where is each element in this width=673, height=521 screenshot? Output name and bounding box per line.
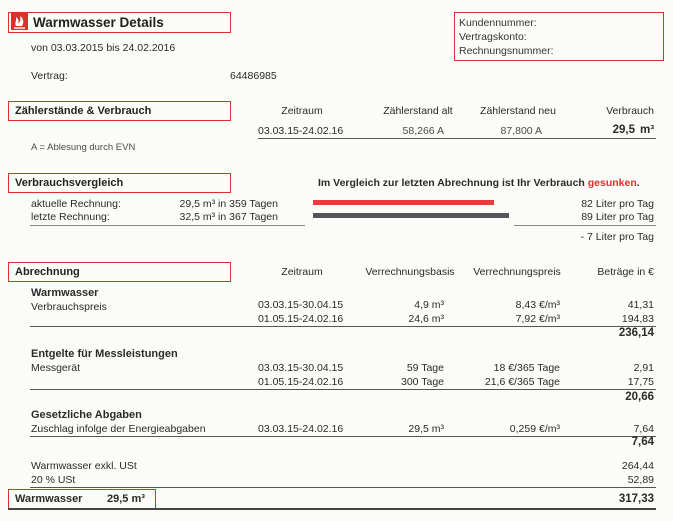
total-value: 317,33	[618, 493, 654, 505]
meter-col-new: Zählerstand neu	[480, 105, 556, 117]
contract-label: Vertrag:	[31, 70, 68, 82]
billing-col-price: Verrechnungspreis	[473, 266, 561, 278]
page-title: Warmwasser Details	[33, 15, 164, 30]
meter-footnote: A = Ablesung durch EVN	[31, 142, 136, 153]
comparison-headline-end: .	[636, 177, 640, 189]
previous-consumption-bar	[313, 213, 509, 218]
meter-period: 03.03.15-24.02.16	[258, 125, 344, 137]
line-price: 0,259 €/m³	[509, 423, 560, 435]
total-divider	[30, 487, 656, 488]
previous-per-day: 89 Liter pro Tag	[581, 211, 654, 223]
group-item-metering: Messgerät	[31, 362, 81, 374]
line-amount: 194,83	[621, 313, 654, 325]
line-basis: 29,5 m³	[408, 423, 444, 435]
line-price: 8,43 €/m³	[515, 299, 560, 311]
invoice-number-label: Rechnungsnummer:	[459, 45, 554, 57]
group-subtotal: 7,64	[631, 436, 654, 448]
meter-col-old: Zählerstand alt	[383, 105, 453, 117]
current-label: aktuelle Rechnung:	[31, 198, 121, 210]
line-period: 01.05.15-24.02.16	[258, 376, 344, 388]
vat-label: 20 % USt	[31, 474, 76, 486]
group-item-levies: Zuschlag infolge der Energieabgaben	[31, 423, 206, 435]
billing-col-period: Zeitraum	[281, 266, 323, 278]
group-title-levies: Gesetzliche Abgaben	[31, 409, 142, 421]
line-amount: 41,31	[627, 299, 654, 311]
group-divider	[30, 326, 656, 327]
total-bottom-rule	[8, 508, 656, 510]
comparison-headline-text: Im Vergleich zur letzten Abrechnung ist Ihr Verbrauch	[318, 177, 585, 189]
group-title-metering: Entgelte für Messleistungen	[31, 348, 178, 360]
line-price: 21,6 €/365 Tage	[484, 376, 560, 388]
comparison-left-divider	[30, 225, 305, 226]
group-title-hot-water: Warmwasser	[31, 287, 99, 299]
comparison-right-divider	[514, 225, 656, 226]
group-subtotal: 20,66	[625, 391, 654, 403]
group-item-hot-water: Verbrauchspreis	[31, 301, 107, 313]
vat-value: 52,89	[627, 474, 654, 486]
meter-consumption: 29,5	[612, 124, 635, 136]
previous-label: letzte Rechnung:	[31, 211, 110, 223]
line-amount: 17,75	[627, 376, 654, 388]
meter-unit: m³	[640, 124, 655, 136]
line-basis: 300 Tage	[400, 376, 444, 388]
line-amount: 2,91	[633, 362, 654, 374]
meter-section-title: Zählerstände & Verbrauch	[15, 105, 152, 117]
current-per-day: 82 Liter pro Tag	[581, 198, 654, 210]
line-price: 7,92 €/m³	[515, 313, 560, 325]
line-basis: 24,6 m³	[408, 313, 444, 325]
meter-old: 58,266 A	[402, 125, 444, 137]
line-price: 18 €/365 Tage	[493, 362, 560, 374]
meter-new: 87,800 A	[500, 125, 542, 137]
comparison-headline	[318, 177, 640, 189]
group-divider	[30, 436, 656, 437]
comparison-headline-result: gesunken	[587, 177, 637, 189]
total-quantity: 29,5 m³	[107, 493, 145, 505]
previous-value: 32,5 m³ in 367 Tagen	[179, 211, 278, 223]
billing-period: von 03.03.2015 bis 24.02.2016	[31, 42, 176, 54]
current-consumption-bar	[313, 200, 494, 205]
per-day-difference: - 7 Liter pro Tag	[580, 231, 654, 243]
meter-col-consumption: Verbrauch	[606, 105, 654, 117]
billing-section-title: Abrechnung	[15, 266, 80, 278]
customer-number-label: Kundennummer:	[459, 17, 537, 29]
contract-value: 64486985	[230, 70, 277, 82]
line-period: 03.03.15-30.04.15	[258, 362, 344, 374]
line-period: 03.03.15-24.02.16	[258, 423, 344, 435]
net-label: Warmwasser exkl. USt	[31, 460, 137, 472]
billing-col-basis: Verrechnungsbasis	[365, 266, 455, 278]
meter-col-period: Zeitraum	[281, 105, 323, 117]
net-value: 264,44	[621, 460, 654, 472]
line-amount: 7,64	[633, 423, 654, 435]
current-value: 29,5 m³ in 359 Tagen	[179, 198, 278, 210]
comparison-section-title: Verbrauchsvergleich	[15, 177, 124, 189]
account-label: Vertragskonto:	[459, 31, 527, 43]
flame-logo-icon	[11, 13, 28, 30]
billing-col-amount: Beträge in €	[597, 266, 654, 278]
group-divider	[30, 389, 656, 390]
meter-divider	[258, 138, 656, 139]
line-period: 03.03.15-30.04.15	[258, 299, 344, 311]
line-period: 01.05.15-24.02.16	[258, 313, 344, 325]
line-basis: 59 Tage	[406, 362, 444, 374]
group-subtotal: 236,14	[618, 327, 654, 339]
total-label: Warmwasser	[15, 493, 83, 505]
line-basis: 4,9 m³	[414, 299, 444, 311]
